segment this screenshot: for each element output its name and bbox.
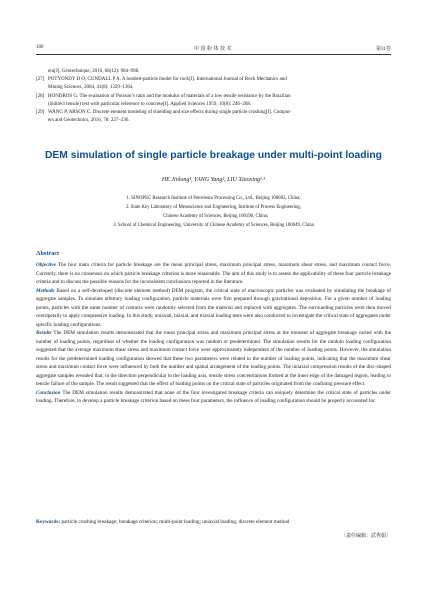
keywords-text: particle crushing breakage; breakage criterion; multi-point loading; uniaxial loading; discrete element method [61,519,290,525]
keywords-label: Keywords: [36,519,61,525]
affiliation: 2. State Key Laboratory of Mesoscience and Engineering, Institute of Process Engineering, [125,205,302,210]
section-label: Objective [36,262,56,268]
keywords-line [36,519,391,525]
section-text: The four main criteria for particle breakage are the mean principal stress, maximum principal stress, maximum shear stress, and maximum contact force. Currently, there is no consensus on which particle breakage criterion is more reasonable. The aim of this study is to assess the applicability of these four particle breakage criteria and to discuss the possible reasons for the inconsistent conclusions reported in the literature. [36,262,392,285]
editor-note: 〔责任编辑：武秀娟〕 [340,533,391,539]
author-list: HE Jinlong¹, YANG Yang², LIU Xiaoxing¹·³ [161,177,266,183]
section-text: The DEM simulation results demonstrated that none of the four investigated breakage criteria can uniquely determine the critical state of particles under loading. Therefore, to develop a particle breakage criterion based on these four parameters, the influence of loading configuration should be properly accounted for. [36,389,391,404]
reference-item: [28] HONDROS G. The evaluation of Poisson’s ratio and the modulus of materials of a low tensile resistance by the Brazilian [36,93,291,99]
section-text: The DEM simulation results demonstrated that the mean principal stress and maximum principal stress at the moment of aggregate breakage varied with the number of loading points, regardless of whether the loading configuration was random or predetermined. The simulation results for the random loading configuration suggested that the average maximum shear stress and maximum contact force were approximately independent of the number of loading points. However, the simulation results for the predetermined loading configuration showed that these two parameters were related to the number of loading points, indicating that the maximum shear stress and maximum contact force were influenced by both the number and spatial arrangement of the loading points. The uniaxial compression results of the disc-shaped aggregate samples revealed that, in the direction perpendicular to the loading axis, tensile stress concentrations formed at the inner edge of the damaged region, leading to tensile failure of the sample. The result suggested that the effect of loading points on the critical state of particles originated from the confining pressure effect. [36,330,391,387]
reference-item: [27] POTYONDY D O, CUNDALL P A. A bonded-particle model for rock[J]. International Journal of Rock Mechanics and [36,77,287,83]
volume-number: 第31卷 [375,47,391,52]
page-header [36,42,391,54]
section-label: Conclusion [36,389,61,396]
abstract-results [36,329,391,389]
reference-item: [29] WANG P, ARSON C. Discrete element modeling of shielding and size effects during single particle crushing[J]. Comput- [36,110,292,116]
header-rule [36,54,391,55]
journal-name: 中国粉体技术 [193,47,233,52]
page-number: 100 [36,45,44,50]
affiliation-list [36,194,391,230]
section-label: Methods [36,287,55,294]
abstract-methods [36,287,391,330]
affiliation: 1. SINOPEC Research Institute of Petroleum Processing Co., Ltd., Beijing 100083, China; [126,196,301,201]
article-title: DEM simulation of single particle breakage under multi-point loading [45,150,382,161]
reference-line: (indirect tensile) test with particular reference to concrete[J]. Applied Sciences 1959, 10(8): 246–268. [48,101,252,107]
reference-line: era[J]. Géotechnique, 2016, 66(12): 984–998. [48,69,140,74]
reference-line: Mining Sciences, 2004, 41(8): 1329–1364. [48,85,134,91]
abstract-objective [36,261,391,287]
reference-list [36,68,391,125]
abstract-heading: Abstract [36,250,60,257]
abstract-body [36,261,391,406]
section-text: Based on a self-developed (discrete element method) DEM program, the critical state of macroscopic particles was evaluated by simulating the breakage of aggregate samples. To simulate arbitrary loading configuration, particle materials were first prepared through gravitational deposition. For a given number of loading points, particles with the same number of contacts were randomly selected from the material and replaced with aggregates. The surrounding particles were then moved centripetally to apply compressive loading. In this study, uniaxial, biaxial, and triaxial loading tests were also conducted to investigate the critical state of aggregates under specific loading configurations. [36,287,392,328]
affiliation: 3. School of Chemical Engineering, University of Chinese Academy of Sciences, Beijing 100049, China [113,223,314,228]
section-label: Results [36,330,52,336]
reference-line: ers and Geotechnics, 2016, 78: 227–236. [48,118,130,124]
abstract-conclusion [36,389,391,406]
affiliation: Chinese Academy of Sciences, Beijing 100190, China; [163,214,269,219]
